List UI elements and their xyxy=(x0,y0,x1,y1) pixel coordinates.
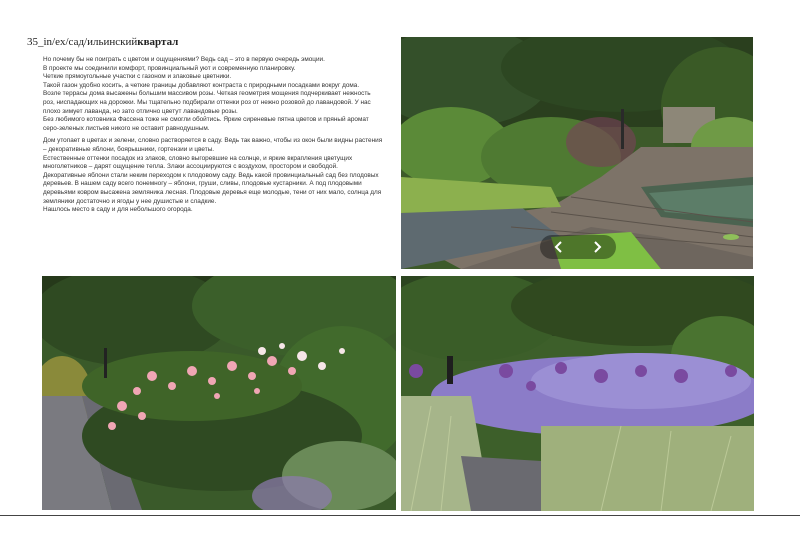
roses-path-image xyxy=(42,276,396,510)
paragraph: Такой газон удобно косить, а четкие границы добавляют контраста с природными посадками вокруг дома. xyxy=(43,81,360,89)
paragraph: Четкие прямоугольные участки с газоном и злаковые цветники. xyxy=(43,73,232,81)
header-section-path: 35_in/ex/сад/ильинский xyxy=(27,36,138,48)
roses-path-photo xyxy=(42,276,396,510)
paragraph: Но почему бы не поиграть с цветом и ощущениями? Ведь сад – это в первую очередь эмоции. xyxy=(43,56,325,63)
paragraph: В проекте мы соединили комфорт, провинциальный уют и современную планировку. xyxy=(43,64,296,72)
paragraph: Естественные оттенки посадок из злаков, словно выгоревшие на солнце, и яркие вкрапления цветущих многолетников – дарят ощущение тепла. Злаки ассоциируются с воздухом, простором и свободой. xyxy=(43,154,353,171)
paragraph: Без любимого котовника Фассена тоже не смогли обойтись. Яркие сиреневые пятна цветов и пряный аромат серо-зеленых листьев никого не оставит равнодушным. xyxy=(43,116,369,132)
paragraph: Возле террасы дома высажены большим массивом розы. Четкая геометрия мощения подчеркивает нежность роз, ниспадающих на дорожки. Мы тщательно подбирали оттенки роз от нежно розовой до лавандовой. У нас плохо зимует лаванда, но зато отлично цветут лавандовые розы. xyxy=(43,90,371,115)
carousel-next-button[interactable] xyxy=(578,235,616,259)
paragraph: Декоративные яблони стали неким переходом к плодовому саду. Ведь какой провинциальный сад без плодовых деревьев. В нашем саду всего понемногу – яблони, груши, сливы, плодовые кустарники. А под плодовыми деревьями ковром высажена земляника лесная. Плодовые деревья еще молодые, тени от них мало, солнца для земляники достаточно и ягоды у нее душистые и сладкие. xyxy=(43,171,382,205)
article-text xyxy=(43,56,383,215)
chevron-left-icon xyxy=(553,240,565,254)
chevron-right-icon xyxy=(591,240,603,254)
catmint-grasses-image xyxy=(401,276,754,511)
paragraph: Дом утопает в цветах и зелени, словно растворяется в саду. Ведь так важно, чтобы из окон были видны растения – декоративные яблони, боярышники, гортензии и цветы. xyxy=(43,137,383,153)
paragraph: Нашлось место в саду и для небольшого огорода. xyxy=(43,206,193,214)
carousel-prev-button[interactable] xyxy=(540,235,578,259)
page-bottom-rule xyxy=(0,515,800,516)
carousel-controls xyxy=(540,235,616,259)
header-section-bold: квартал xyxy=(137,36,179,48)
catmint-grasses-photo xyxy=(401,276,754,511)
page-header xyxy=(27,36,178,48)
